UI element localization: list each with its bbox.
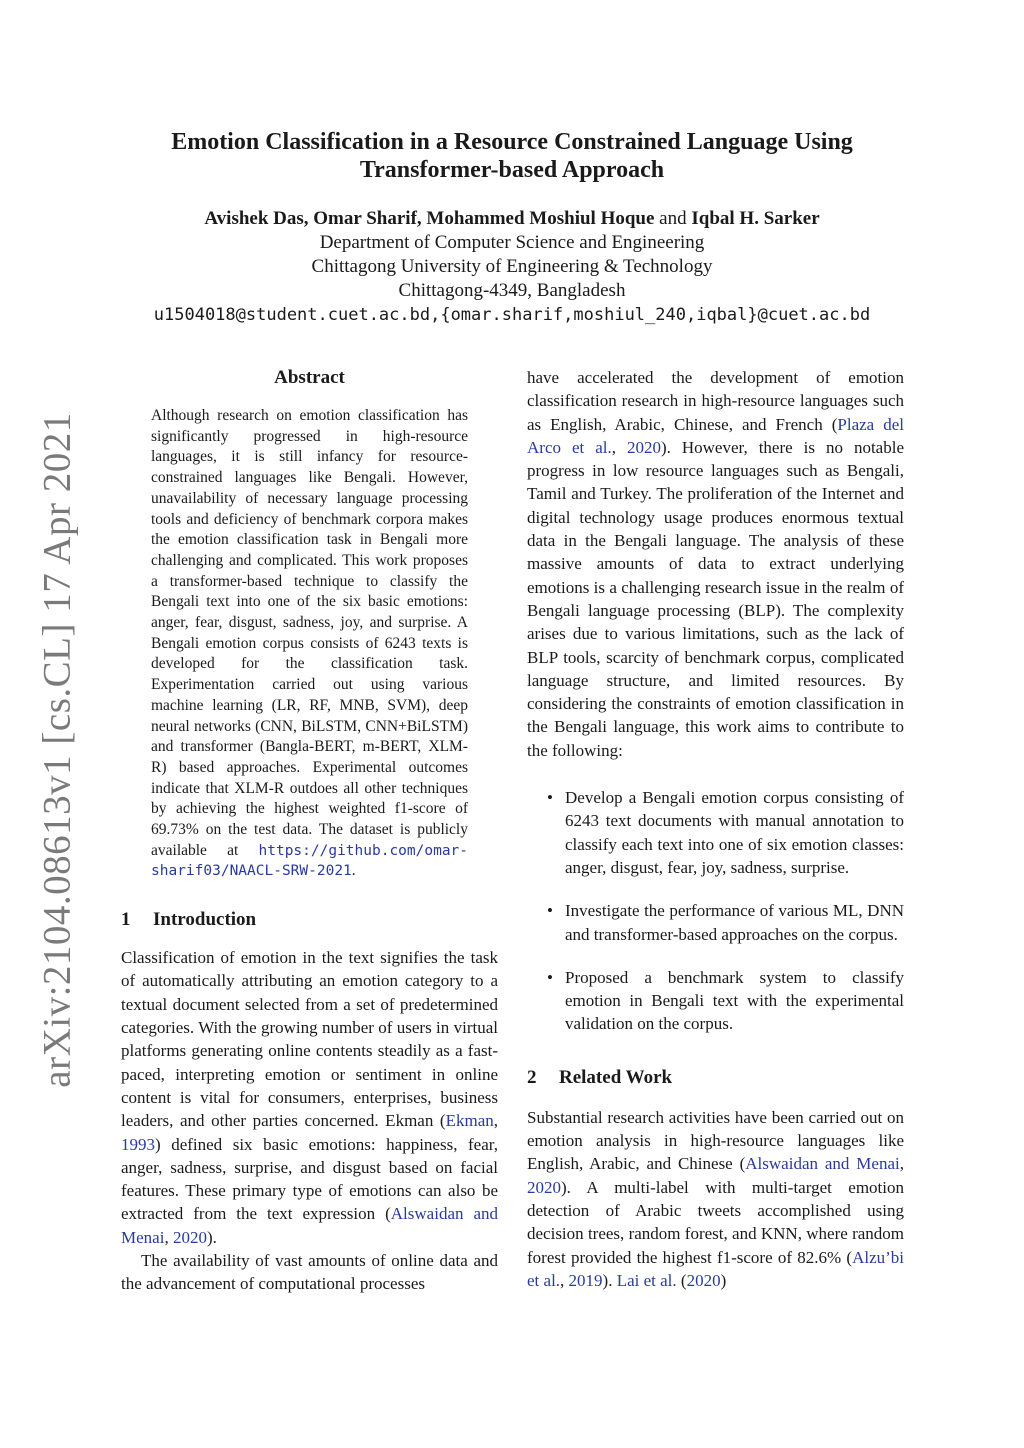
author-last: Iqbal H. Sarker bbox=[691, 208, 820, 229]
author-location: Chittagong-4349, Bangladesh bbox=[398, 280, 626, 301]
bullet-icon: • bbox=[547, 901, 553, 921]
left-column bbox=[121, 366, 498, 1296]
text-run: ). bbox=[206, 1227, 217, 1247]
bullet-icon: • bbox=[547, 967, 553, 987]
text-run: ) defined six basic emotions: happiness, fear, anger, sadness, surprise, and disgust based on facial features. These primary type of emotions can also be extracted from the text expression ( bbox=[121, 1134, 498, 1224]
text-run: , bbox=[164, 1227, 173, 1247]
section-title: Introduction bbox=[153, 909, 257, 931]
citation-ekman[interactable]: Ekman bbox=[445, 1111, 494, 1131]
author-university: Chittagong University of Engineering & Technology bbox=[311, 256, 713, 277]
contribution-text: Proposed a benchmark system to classify emotion in Bengali text with the experimental validation on the corpus. bbox=[565, 967, 904, 1034]
text-run: ). A multi-label with multi-target emotion detection of Arabic tweets accomplished using decision trees, random forest, and KNN, where random forest provided the highest f1-score of 82.6% ( bbox=[527, 1177, 904, 1267]
citation-ekman-year[interactable]: 1993 bbox=[121, 1134, 155, 1154]
section-title: Related Work bbox=[559, 1066, 673, 1088]
author-department: Department of Computer Science and Engineering bbox=[319, 232, 705, 253]
paper-title: Emotion Classification in a Resource Constrained Language Using Transformer-based Approach bbox=[171, 129, 853, 183]
abstract-text: Although research on emotion classification has significantly progressed in high-resource languages, it is still infancy for resource-constrained languages like Bengali. However, unavailability of necessary language processing tools and deficiency of benchmark corpora makes the emotion classification task in Bengali more challenging and complicated. This work proposes a transformer-based technique to classify the Bengali text into one of the six basic emotions: anger, fear, disgust, sadness, joy, and surprise. A Bengali emotion corpus consists of 6243 texts is developed for the classification task. Experimentation carried out using various machine learning (LR, RF, MNB, SVM), deep neural networks (CNN, BiLSTM, CNN+BiLSTM) and transformer (Bangla-BERT, m-BERT, XLM-R) based approaches. Experimental outcomes indicate that XLM-R outdoes all other techniques by achieving the highest weighted f1-score of 69.73% on the test data. The dataset is publicly available at bbox=[151, 407, 468, 859]
bullet-icon: • bbox=[547, 788, 553, 808]
contribution-list bbox=[527, 786, 904, 1036]
right-column bbox=[527, 366, 904, 1292]
author-names: Avishek Das, Omar Sharif, Mohammed Moshiul Hoque bbox=[204, 208, 655, 229]
citation-lai-year[interactable]: 2020 bbox=[686, 1270, 721, 1290]
text-run: , bbox=[493, 1111, 498, 1131]
text-run: Classification of emotion in the text signifies the task of automatically attributing an emotion category to a textual document selected from a set of predetermined categories. With the growing number of users in virtual platforms generating online contents steadily as a fast-paced, interpreting emotion or sentiment in online content is vital for consumers, enterprises, business leaders, and other parties concerned. Ekman ( bbox=[121, 948, 498, 1131]
text-run: , bbox=[899, 1154, 904, 1174]
abstract-heading: Abstract bbox=[274, 367, 345, 388]
abstract-body bbox=[151, 406, 468, 882]
intro-continued-paragraph bbox=[527, 366, 904, 762]
intro-paragraph-2: The availability of vast amounts of online data and the advancement of computational processes bbox=[121, 1251, 498, 1294]
citation-alswaidan-year[interactable]: 2020 bbox=[527, 1177, 561, 1197]
section-number: 2 bbox=[527, 1066, 537, 1088]
abstract-end: . bbox=[351, 862, 356, 880]
citation-alswaidan[interactable]: Alswaidan and Menai bbox=[745, 1154, 900, 1174]
contribution-text: Investigate the performance of various ML, DNN and transformer-based approaches on the corpus. bbox=[565, 901, 904, 944]
author-and: and bbox=[659, 208, 687, 229]
intro-paragraph-1 bbox=[121, 946, 498, 1249]
contribution-text: Develop a Bengali emotion corpus consisting of 6243 text documents with manual annotation to classify each text into one of six emotion classes: anger, disgust, fear, joy, sadness, surprise. bbox=[565, 788, 904, 877]
text-run: , bbox=[560, 1270, 569, 1290]
citation-alzubi-year[interactable]: 2019 bbox=[568, 1270, 603, 1290]
text-run: , bbox=[611, 437, 627, 457]
text-run: ) bbox=[720, 1270, 727, 1290]
related-work-paragraph bbox=[527, 1106, 904, 1292]
contribution-item bbox=[527, 786, 904, 879]
citation-alswaidan[interactable]: Alswaidan and Menai bbox=[121, 1204, 498, 1247]
citation-alzubi[interactable]: Alzu’bi et al. bbox=[527, 1247, 904, 1290]
section-heading-related-work bbox=[527, 1066, 904, 1090]
text-run: Substantial research activities have been carried out on emotion analysis in high-resource languages like English, Arabic, and Chinese ( bbox=[527, 1107, 904, 1174]
author-names-line bbox=[40, 207, 984, 231]
text-run: ( bbox=[676, 1270, 687, 1290]
citation-lai[interactable]: Lai et al. bbox=[616, 1270, 677, 1290]
dataset-link[interactable]: https://github.com/omar-sharif03/NAACL-SRW-2021 bbox=[151, 842, 469, 880]
contribution-item bbox=[527, 899, 904, 946]
section-number: 1 bbox=[121, 909, 131, 931]
text-run: have accelerated the development of emotion classification research in high-resource languages such as English, Arabic, Chinese, and French ( bbox=[527, 368, 904, 434]
contribution-item bbox=[527, 966, 904, 1036]
text-run: ). bbox=[602, 1270, 617, 1290]
author-block bbox=[40, 207, 984, 327]
arxiv-side-stamp: arXiv:2104.08613v1 [cs.CL] 17 Apr 2021 bbox=[35, 412, 79, 1088]
citation-plaza[interactable]: Plaza del Arco et al. bbox=[527, 414, 904, 457]
author-email: u1504018@student.cuet.ac.bd,{omar.sharif,moshiul_240,iqbal}@cuet.ac.bd bbox=[153, 305, 871, 325]
section-heading-introduction bbox=[121, 908, 498, 932]
citation-plaza-year[interactable]: 2020 bbox=[626, 437, 661, 457]
citation-alswaidan-year[interactable]: 2020 bbox=[172, 1227, 207, 1247]
text-run: ). However, there is no notable progress in low resource languages such as Bengali, Tamil and Turkey. The proliferation of the Internet and digital technology usage produces enormous textual data in the Bengali language. The analysis of these massive amounts of data to extract underlying emotions is a challenging research issue in the realm of Bengali language processing (BLP). The complexity arises due to various limitations, such as the lack of BLP tools, scarcity of benchmark corpus, complicated language structure, and limited resources. By considering the constraints of emotion classification in the Bengali language, this work aims to contribute to the following: bbox=[527, 437, 904, 760]
